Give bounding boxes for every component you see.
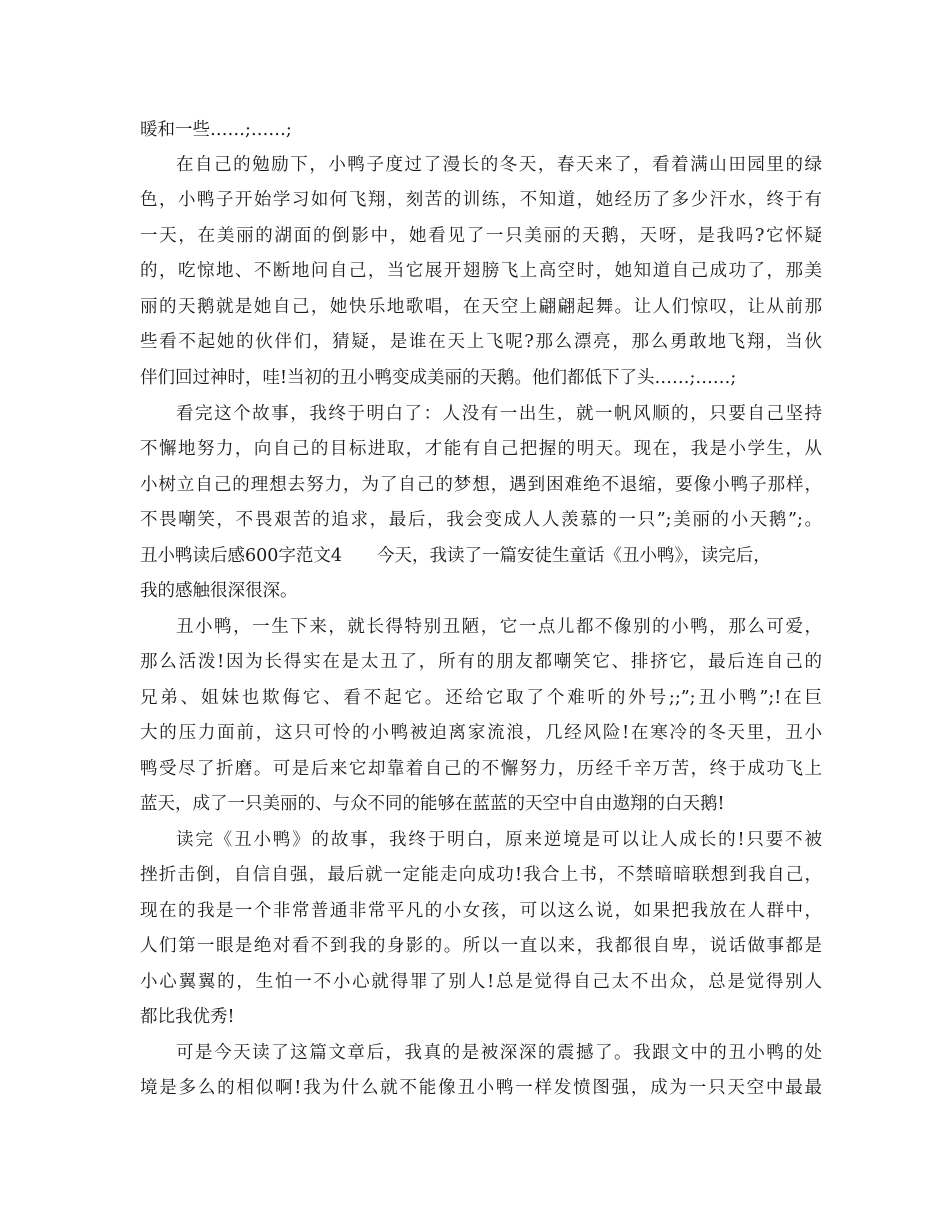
text-line: 小树立自己的理想去努力，为了自己的梦想，遇到困难绝不退缩，要像小鸭子那样， bbox=[140, 475, 822, 495]
paragraph-first-line: 读完《丑小鸭》的故事，我终于明白，原来逆境是可以让人成长的!只要不被 bbox=[176, 830, 822, 850]
paragraph-first-line: 看完这个故事，我终于明白了：人没有一出生，就一帆风顺的，只要自己坚持 bbox=[176, 404, 822, 424]
text-line: 人们第一眼是绝对看不到我的身影的。所以一直以来，我都很自卑，说话做事都是 bbox=[140, 936, 822, 956]
text-line: 我的感触很深很深。 bbox=[140, 581, 298, 601]
text-line: 伴们回过神时，哇!当初的丑小鸭变成美丽的天鹅。他们都低下了头……;……; bbox=[140, 368, 737, 388]
text-line: 的，吃惊地、不断地问自己，当它展开翅膀飞上高空时，她知道自己成功了，那美 bbox=[140, 261, 822, 281]
text-line: 一天，在美丽的湖面的倒影中，她看见了一只美丽的天鹅，天呀，是我吗?它怀疑 bbox=[140, 226, 822, 246]
text-line: 小心翼翼的，生怕一不小心就得罪了别人!总是觉得自己太不出众，总是觉得别人 bbox=[140, 972, 822, 992]
text-line: 不畏嘲笑，不畏艰苦的追求，最后，我会变成人人羡慕的一只”;美丽的小天鹅”;。 bbox=[140, 510, 822, 530]
text-line: 鸭受尽了折磨。可是后来它却靠着自己的不懈努力，历经千辛万苦，终于成功飞上 bbox=[140, 759, 822, 779]
section-heading-line: 丑小鸭读后感600字范文4 今天，我读了一篇安徒生童话《丑小鸭》，读完后， bbox=[140, 546, 771, 566]
text-line: 丽的天鹅就是她自己，她快乐地歌唱，在天空上翩翩起舞。让人们惊叹，让从前那 bbox=[140, 297, 822, 317]
paragraph-first-line: 可是今天读了这篇文章后，我真的是被深深的震撼了。我跟文中的丑小鸭的处 bbox=[176, 1043, 822, 1063]
text-line: 大的压力面前，这只可怜的小鸭被迫离家流浪，几经风险!在寒冷的冬天里，丑小 bbox=[140, 723, 822, 743]
text-line: 境是多么的相似啊!我为什么就不能像丑小鸭一样发愤图强，成为一只天空中最最 bbox=[140, 1078, 822, 1098]
text-line: 兄弟、姐妹也欺侮它、看不起它。还给它取了个难听的外号;;”;丑小鸭”;!在巨 bbox=[140, 688, 822, 708]
text-line: 都比我优秀! bbox=[140, 1007, 235, 1027]
text-line: 那么活泼!因为长得实在是太丑了，所有的朋友都嘲笑它、排挤它，最后连自己的 bbox=[140, 652, 822, 672]
paragraph-first-line: 在自己的勉励下，小鸭子度过了漫长的冬天，春天来了，看着满山田园里的绿 bbox=[176, 155, 822, 175]
text-line: 蓝天，成了一只美丽的、与众不同的能够在蓝蓝的天空中自由遨翔的白天鹅! bbox=[140, 794, 725, 814]
text-line: 挫折击倒，自信自强，最后就一定能走向成功!我合上书，不禁暗暗联想到我自己， bbox=[140, 865, 822, 885]
paragraph-first-line: 丑小鸭，一生下来，就长得特别丑陋，它一点儿都不像别的小鸭，那么可爱， bbox=[176, 617, 822, 637]
text-line: 色，小鸭子开始学习如何飞翔，刻苦的训练，不知道，她经历了多少汗水，终于有 bbox=[140, 190, 822, 210]
text-line: 些看不起她的伙伴们，猜疑，是谁在天上飞呢?那么漂亮，那么勇敢地飞翔，当伙 bbox=[140, 332, 822, 352]
text-line: 现在的我是一个非常普通非常平凡的小女孩，可以这么说，如果把我放在人群中， bbox=[140, 901, 822, 921]
text-line: 不懈地努力，向自己的目标进取，才能有自己把握的明天。现在，我是小学生，从 bbox=[140, 439, 822, 459]
text-line: 暖和一些……;……; bbox=[140, 120, 292, 140]
